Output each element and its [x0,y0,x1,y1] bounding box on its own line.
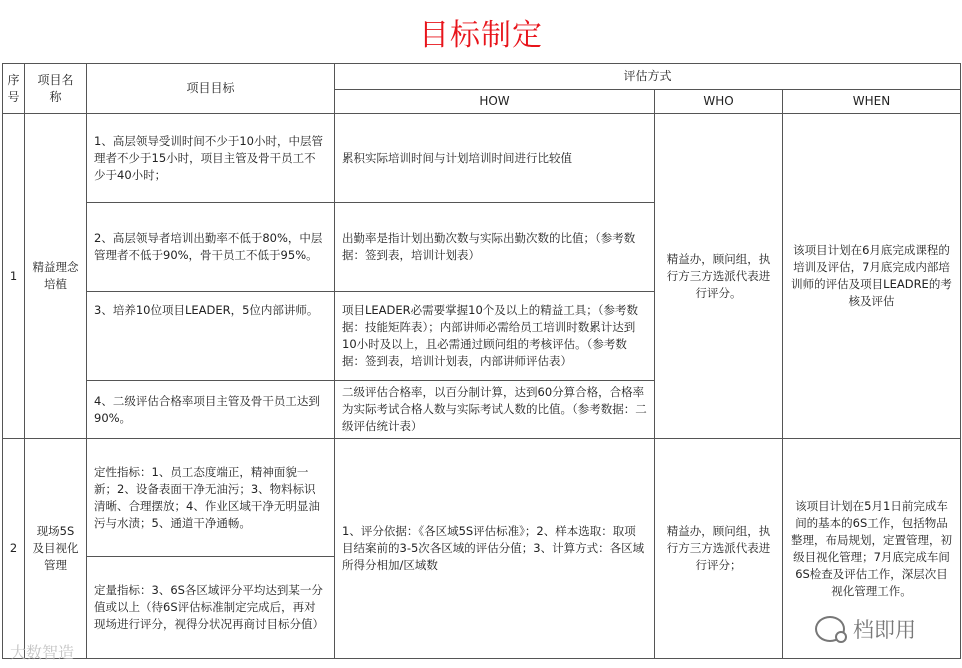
header-when: WHEN [783,90,961,114]
chat-bubble-icon [815,616,845,642]
row1-goal-4: 4、二级评估合格率项目主管及骨干员工达到90%。 [87,381,335,439]
row2-how: 1、评分依据：《各区域5S评估标准》；2、样本选取：取项目结案前的3-5次各区域的评估分值；3、计算方式：各区域所得分相加/区域数 [335,439,655,659]
row2-goal-1: 定性指标：1、员工态度端正，精神面貌一新；2、设备表面干净无油污；3、物料标识清晰、合理摆放；4、作业区域干净无明显油污与水渍；5、通道干净通畅。 [87,439,335,557]
row1-how-3: 项目LEADER必需要掌握10个及以上的精益工具；（参考数据：技能矩阵表）；内部讲师必需给员工培训时数累计达到10小时及以上，且必需通过顾问组的考核评估。（参考数据：签到表，培训计划表，内部讲师评估表） [335,292,655,381]
row2-when: 该项目计划在5月1日前完成车间的基本的6S工作，包括物品整理，布局规划，定置管理，初级目视化管理；7月底完成车间6S检查及评估工作，深层次目视化管理工作。 [783,439,961,659]
row1-name: 精益理念培植 [25,114,87,439]
row2-who: 精益办，顾问组，执行方三方选派代表进行评分； [655,439,783,659]
goal-table [2,63,961,659]
row1-when: 该项目计划在6月底完成课程的培训及评估，7月底完成内部培训师的评估及项目LEADRE的考核及评估 [783,114,961,439]
row1-how-1: 累积实际培训时间与计划培训时间进行比较值 [335,114,655,203]
row2-name: 现场5S及目视化管理 [25,439,87,659]
header-goal: 项目目标 [87,64,335,114]
header-who: WHO [655,90,783,114]
watermark-right-text: 档即用 [853,618,916,642]
row1-seq: 1 [3,114,25,439]
row1-how-4: 二级评估合格率，以百分制计算，达到60分算合格，合格率为实际考试合格人数与实际考试人数的比值。（参考数据：二级评估统计表） [335,381,655,439]
header-item-name: 项目名称 [25,64,87,114]
watermark-right [815,614,916,644]
page-title: 目标制定 [419,18,543,53]
row1-goal-2: 2、高层领导者培训出勤率不低于80%，中层管理者不低于90%，骨干员工不低于95%。 [87,203,335,292]
watermark-left: 大数智造 [10,643,75,662]
row2-seq: 2 [3,439,25,659]
header-seq: 序号 [3,64,25,114]
header-eval: 评估方式 [335,64,961,90]
row1-how-2: 出勤率是指计划出勤次数与实际出勤次数的比值；（参考数据：签到表，培训计划表） [335,203,655,292]
row1-goal-3: 3、培养10位项目LEADER，5位内部讲师。 [87,292,335,381]
row1-goal-1: 1、高层领导受训时间不少于10小时，中层管理者不少于15小时，项目主管及骨干员工不少于40小时； [87,114,335,203]
row1-who: 精益办，顾问组，执行方三方选派代表进行评分。 [655,114,783,439]
header-how: HOW [335,90,655,114]
row2-goal-2: 定量指标：3、6S各区域评分平均达到某一分值或以上（待6S评估标准制定完成后，再对现场进行评分，视得分状况再商讨目标分值） [87,557,335,659]
